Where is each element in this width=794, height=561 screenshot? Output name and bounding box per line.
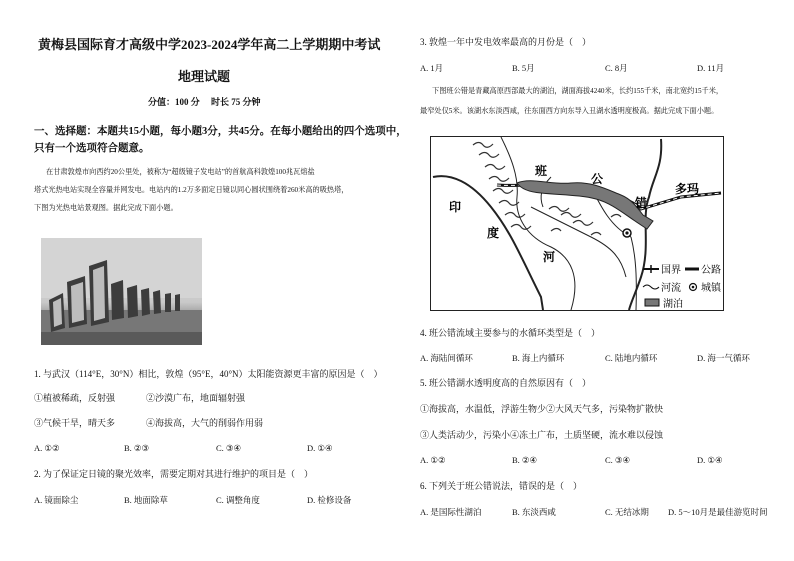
q5-option-d[interactable]: D. ①④ [697,455,723,465]
q3-option-a[interactable]: A. 1月 [420,63,444,73]
q1-item3: ③气候干旱，晴天多 [34,418,116,428]
heliostat-illustration [41,238,202,345]
q2-option-c[interactable]: C. 调整角度 [216,495,260,505]
map-legend [643,263,722,310]
q2-stem: 2. 为了保证定日镜的聚光效率，需要定期对其进行维护的项目是（ ） [34,469,314,479]
q4-option-a[interactable]: A. 海陆间循环 [420,353,473,363]
map-label-he: 河 [543,250,556,264]
passage1-line2: 塔式光热电站实现全容量并网发电。电站内的1.2万多面定日镜以同心圆状围绕着260米高的吸热塔， [34,186,349,194]
solar-plant-photo [41,238,202,345]
q5-option-c[interactable]: C. ③④ [605,455,631,465]
map-label-gong: 公 [591,172,604,186]
q6-option-c[interactable]: C. 无结冰期 [605,507,649,517]
q1-option-d[interactable]: D. ①④ [307,443,333,453]
q6-option-b[interactable]: B. 东淡西咸 [512,507,556,517]
legend-road-label: 公路 [701,265,721,276]
q3-option-d[interactable]: D. 11月 [697,63,725,73]
bangong-lake-map [430,136,724,311]
q6-stem: 6. 下列关于班公错说法，错误的是（ ） [420,481,583,491]
map-label-cuo: 错 [635,196,648,210]
q1-option-b[interactable]: B. ②③ [124,443,150,453]
q1-item1: ①植被稀疏，反射强 [34,393,116,403]
q1-item2: ②沙漠广布，地面辐射强 [146,393,246,403]
q6-option-d[interactable]: D. 5～10月是最佳游览时间 [668,507,768,517]
map-label-ban: 班 [535,164,548,178]
q5-option-b[interactable]: B. ②④ [512,455,538,465]
map-svg [431,137,723,310]
border-line-west [433,176,543,310]
subject-title: 地理试题 [178,69,231,84]
q6-option-a[interactable]: A. 是国际性湖泊 [420,507,482,517]
q5-items-line1: ①海拔高，水温低，浮游生物少②大风天气多，污染物扩散快 [420,404,664,414]
q1-item4: ④海拔高，大气的削弱作用弱 [146,418,264,428]
q5-items-line2: ③人类活动少，污染小④冻土广布，土质坚硬，流水难以侵蚀 [420,430,664,440]
q1-option-c[interactable]: C. ③④ [216,443,242,453]
passage2-line2: 最窄处仅5米。该湖水东淡西咸，往东面西方向东导入丑湖水透明度极高。据此完成下面小题。 [420,107,719,115]
exam-title: 黄梅县国际育才高级中学2023-2024学年高二上学期期中考试 [38,37,381,52]
q2-option-d[interactable]: D. 检修设备 [307,495,352,505]
lake-shape [517,181,653,229]
map-label-du: 度 [487,226,500,240]
map-label-duoma: 多玛 [675,182,700,196]
q3-option-b[interactable]: B. 5月 [512,63,535,73]
river-lines [501,137,636,310]
legend-river-symbol [643,285,659,289]
passage2-line1: 下图班公错是青藏高原西部最大的湖泊，湖面海拔4240米，长约155千米，南北宽约15千米， [432,87,724,95]
q1-option-a[interactable]: A. ①② [34,443,60,453]
q5-stem: 5. 班公错湖水透明度高的自然原因有（ ） [420,378,592,388]
q1-stem: 1. 与武汉（114°E，30°N）相比，敦煌（95°E，40°N）太阳能资源更丰富的原因是（ ） [34,369,383,379]
q4-option-b[interactable]: B. 海上内循环 [512,353,565,363]
legend-lake-label: 湖泊 [663,299,683,310]
map-label-yin: 印 [449,200,462,214]
q4-option-c[interactable]: C. 陆地内循环 [605,353,658,363]
section-header-line1: 一、选择题：本题共15小题，每小题3分，共45分。在每小题给出的四个选项中， [34,126,407,137]
score-line: 分值：100 分 时长 75 分钟 [148,97,261,107]
passage1-line1: 在甘肃敦煌市向西约20公里处，被称为“超级镜子发电站”的首航高科敦煌100兆瓦熔盐 [46,168,315,176]
q4-stem: 4. 班公错流域主要参与的水循环类型是（ ） [420,328,601,338]
legend-border-label: 国界 [661,265,681,276]
passage1-line3: 下图为光热电站景观图。据此完成下面小题。 [34,204,178,212]
legend-town-label: 城镇 [701,283,721,294]
q3-stem: 3. 敦煌一年中发电效率最高的月份是（ ） [420,37,592,47]
q5-option-a[interactable]: A. ①② [420,455,446,465]
q3-option-c[interactable]: C. 8月 [605,63,628,73]
legend-lake-symbol [645,299,659,306]
section-header-line2: 只有一个选项符合题意。 [34,143,150,154]
q2-option-a[interactable]: A. 镜面除尘 [34,495,79,505]
q4-option-d[interactable]: D. 海一气循环 [697,353,750,363]
q2-option-b[interactable]: B. 地面除草 [124,495,168,505]
legend-river-label: 河流 [661,283,681,294]
